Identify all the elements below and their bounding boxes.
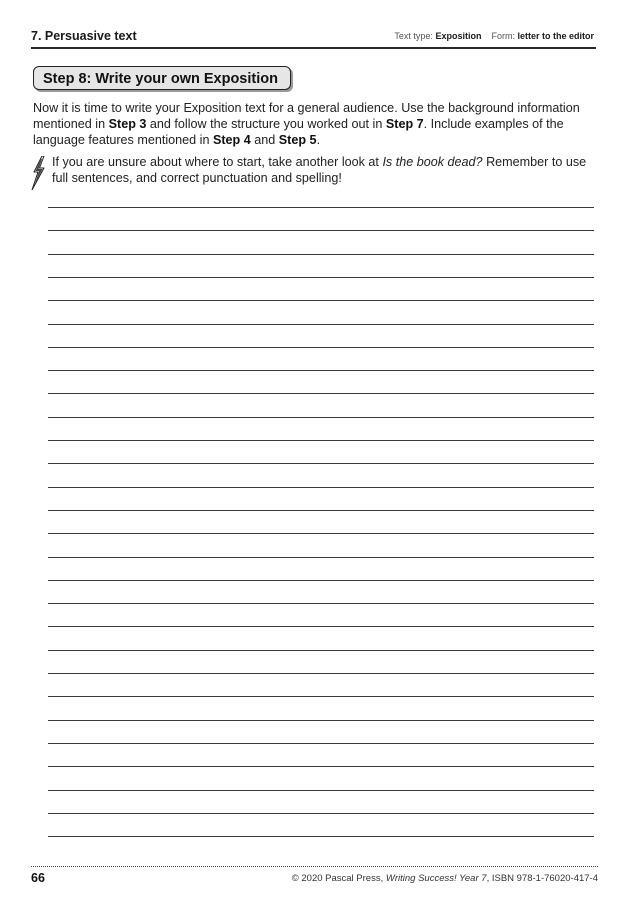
writing-line[interactable] (48, 557, 594, 558)
step-heading: Step 8: Write your own Exposition (33, 66, 291, 90)
copyright-prefix: © 2020 Pascal Press, (291, 873, 386, 884)
writing-line[interactable] (48, 510, 594, 511)
writing-line[interactable] (48, 417, 594, 418)
writing-line[interactable] (48, 673, 594, 674)
page-number: 66 (31, 871, 45, 885)
writing-line[interactable] (48, 463, 594, 464)
step5-ref: Step 5 (278, 133, 317, 147)
intro-text-3: . Include examples of the language features mentioned in (33, 117, 564, 147)
writing-line[interactable] (48, 696, 594, 697)
writing-line[interactable] (48, 230, 594, 231)
writing-line[interactable] (48, 300, 594, 301)
tip-paragraph (52, 154, 597, 186)
writing-line[interactable] (48, 254, 594, 255)
writing-line[interactable] (48, 207, 594, 208)
writing-line[interactable] (48, 603, 594, 604)
intro-paragraph (33, 100, 598, 148)
text-type-label: Text type: (394, 31, 433, 41)
intro-text-2: and follow the structure you worked out in (146, 117, 386, 131)
writing-line[interactable] (48, 813, 594, 814)
writing-line[interactable] (48, 720, 594, 721)
writing-line[interactable] (48, 650, 594, 651)
intro-text-1: Now it is time to write your Exposition text for a general audience. Use the background information mentioned in (33, 101, 580, 131)
copyright-suffix: , ISBN 978-1-76020-417-4 (486, 873, 598, 884)
lightning-bolt-icon (31, 156, 45, 190)
intro-text-4: and (250, 133, 279, 147)
section-title: 7. Persuasive text (31, 29, 137, 43)
text-type-meta (394, 31, 594, 41)
intro-text-5: . (316, 133, 321, 147)
tip-text-2: Remember to use full sentences, and correct punctuation and spelling! (52, 155, 587, 185)
footer-divider (31, 866, 598, 867)
page-header (31, 27, 596, 49)
writing-line[interactable] (48, 440, 594, 441)
step4-ref: Step 4 (212, 133, 251, 147)
writing-line[interactable] (48, 487, 594, 488)
text-type-value: Exposition (435, 31, 482, 41)
form-value: letter to the editor (517, 31, 594, 41)
writing-line[interactable] (48, 790, 594, 791)
writing-line[interactable] (48, 836, 594, 837)
book-name: Writing Success! Year 7 (385, 873, 487, 884)
writing-line[interactable] (48, 393, 594, 394)
tip-text-1: If you are unsure about where to start, take another look at (52, 155, 383, 169)
book-title: Is the book dead? (382, 155, 483, 169)
writing-line[interactable] (48, 743, 594, 744)
step7-ref: Step 7 (385, 117, 424, 131)
writing-line[interactable] (48, 277, 594, 278)
writing-line[interactable] (48, 533, 594, 534)
writing-line[interactable] (48, 347, 594, 348)
writing-line[interactable] (48, 370, 594, 371)
copyright-notice (292, 873, 598, 884)
writing-line[interactable] (48, 324, 594, 325)
writing-line[interactable] (48, 766, 594, 767)
writing-line[interactable] (48, 626, 594, 627)
form-label: Form: (491, 31, 515, 41)
writing-line[interactable] (48, 580, 594, 581)
step3-ref: Step 3 (108, 117, 147, 131)
